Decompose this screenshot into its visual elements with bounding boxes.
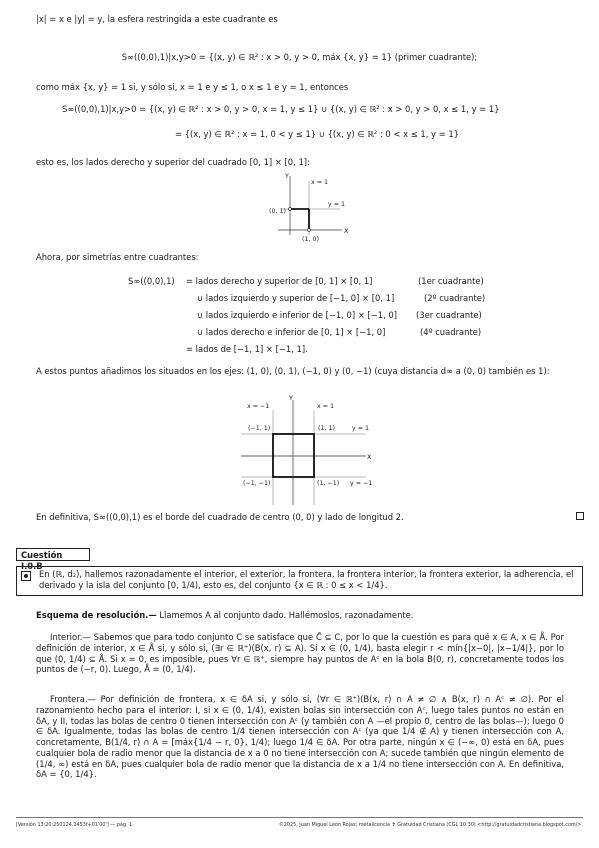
fig1-x-label: X [344, 228, 349, 235]
sym-quadrant-3: (3er cuadrante) [416, 310, 482, 320]
sym-row-5: = lados de [−1, 1] × [−1, 1]. [186, 344, 308, 354]
equation-union-line2: = {(x, y) ∈ ℝ² : x = 1, 0 < y ≤ 1} ∪ {(x, y) ∈ ℝ² : 0 < x ≤ 1, y = 1} [175, 129, 459, 139]
frontier-paragraph [36, 694, 564, 780]
interior-text: Sabemos que para todo conjunto C se satisface que C̊ ⊆ C, por lo que la cuestión es para qué x ∈ A, x ∈ Å. Por definición de interior, x ∈ Å si, y sólo si, (∃r ∈ ℝ⁺)(B(x, r) ⊆ A). Si x ∈ (0, 1/4), basta elegir r < mín{|x−0|, |x−1/4|}, por lo que (0, 1/4) ⊆ Å. Si x = 0, es imposible, pues ∀r ∈ ℝ⁺, siempre hay puntos de Aᶜ en la bola B(0, r), concretamente todos los puntos de (−r, 0). Luego, Å = (0, 1/4). [36, 632, 564, 675]
fig1-y1-label: y = 1 [328, 201, 346, 208]
qed-square [576, 512, 584, 520]
sym-row-2: ∪ lados izquierdo y superior de [−1, 0] × [0, 1] [197, 293, 395, 303]
sym-row-3: ∪ lados izquierdo e inferior de [−1, 0] × [−1, 0] [197, 310, 398, 320]
sym-quadrant-1: (1er cuadrante) [418, 276, 484, 286]
fig1-x1-label: x = 1 [311, 179, 329, 186]
fig2-x-label: X [367, 454, 372, 461]
equation-union-line1: S∞((0,0),1)|x,y>0 = {(x, y) ∈ ℝ² : x > 0, y > 0, x = 1, y ≤ 1} ∪ {(x, y) ∈ ℝ² : x > 0, y > 0, x ≤ 1, y = 1} [62, 104, 500, 114]
fig2-square-border [273, 434, 314, 477]
sym-quadrant-2: (2º cuadrante) [424, 293, 486, 303]
sides-text: esto es, los lados derecho y superior del cuadrado [0, 1] × [0, 1]: [36, 157, 310, 167]
question-box [16, 566, 583, 596]
question-title: Cuestión I.0.B [16, 548, 90, 561]
sym-lhs: S∞((0,0),1) [128, 276, 175, 286]
fig2-p11-label: (1, 1) [318, 425, 335, 432]
schema-paragraph [36, 610, 564, 621]
axes-points-text: A estos puntos añadimos los situados en los ejes: (1, 0), (0, 1), (−1, 0) y (0, −1) (cuya distancia d∞ a (0, 0) también es 1): [36, 366, 550, 376]
sym-quadrant-4: (4º cuadrante) [420, 327, 482, 337]
footer-version: [Versión 13:20:250124.2453f+01'00'] — pág. 1 [16, 822, 133, 828]
footer-license: ©2025, Juan Miguel León Rojas; metalicencia ✝ Gratuidad Cristiana (CGL 10.30) <http://gratuidadcristiana.blogspot.com/>. [278, 822, 583, 828]
bullet-icon [21, 571, 31, 581]
fig2-pm11-label: (−1, 1) [248, 425, 271, 432]
fig1-p10-label: (1, 0) [302, 236, 319, 243]
schema-text: Llamemos A al conjunto dado. Hallémoslos, razonadamente. [156, 610, 414, 620]
intro-text: |x| = x e |y| = y, la esfera restringida a este cuadrante es [36, 14, 278, 24]
interior-label: Interior.— [50, 632, 91, 642]
conclusion-text: En definitiva, S∞((0,0),1) es el borde del cuadrado de centro (0, 0) y lado de longitud 2. [36, 512, 404, 522]
schema-label: Esquema de resolución.— [36, 610, 157, 620]
interior-paragraph [36, 632, 564, 675]
sym-row-4: ∪ lados derecho e inferior de [0, 1] × [−1, 0] [197, 327, 386, 337]
footer-rule [16, 817, 583, 818]
symmetry-text: Ahora, por simetrías entre cuadrantes: [36, 252, 199, 262]
fig2-y-label: Y [289, 395, 293, 402]
page-footer [16, 822, 583, 828]
equation-first-quadrant: S∞((0,0),1)|x,y>0 = {(x, y) ∈ ℝ² : x > 0, y > 0, máx {x, y} = 1} (primer cuadrante); [121, 52, 478, 62]
fig2-p1m1-label: (1, −1) [317, 480, 340, 487]
fig2-pm1m1-label: (−1, −1) [243, 480, 271, 487]
since-text: como máx {x, y} = 1 si, y sólo si, x = 1 e y ≤ 1, o x ≤ 1 e y = 1, entonces [36, 82, 349, 92]
frontier-text: Por definición de frontera, x ∈ δA si, y sólo si, (∀r ∈ ℝ⁺)(B(x, r) ∩ A ≠ ∅ ∧ B(x, r) ∩ Aᶜ ≠ ∅). Por el razonamiento hecho para el interior: I, si x ∈ (0, 1/4), existen bolas sin intersección con Aᶜ, luego tales puntos no están en δA, y II, todas las bolas de centro 0 tienen intersección con Aᶜ (y también con A —el propio 0, centro de las bolas—); luego 0 ∈ δA. Igualmente, todas las bolas de centro 1/4 tienen intersección con Aᶜ (ya que 1/4 ∉ A) y tienen intersección con A, concretamente, B(1/4, r) ∩ A = [máx{1/4 − r, 0}, 1/4); luego 1/4 ∈ δA. Por otra parte, ningún x ∈ (−∞, 0) está en δA, pues cualquier bola de radio menor que la distancia de x a 0 no tiene intersección con A; sucede también que ningún elemento de (1/4, ∞) está en δA, pues cualquier bola de radio menor que la distancia de x a 1/4 no tiene intersección con A. En definitiva, δA = {0, 1/4}. [36, 694, 564, 780]
question-text: En (ℝ, d₂), hallemos razonadamente el interior, el exterior, la frontera, la frontera interior, la frontera exterior, la adherencia, el derivado y la isla del conjunto [0, 1/4), esto es, del conjunto {x ∈ ℝ : 0 ≤ x < 1/4}. [39, 569, 574, 590]
fig1-p01-label: (0, 1) [269, 208, 286, 215]
fig1-y-label: Y [285, 173, 289, 180]
fig2-y1-label: y = 1 [352, 425, 370, 432]
fig2-ym1-label: y = −1 [350, 480, 373, 487]
frontier-label: Frontera.— [50, 694, 96, 704]
fig2-xm1-label: x = −1 [247, 403, 270, 410]
fig2-lines [241, 395, 372, 505]
fig2-x1-label: x = 1 [317, 403, 335, 410]
sym-row-1: = lados derecho y superior de [0, 1] × [0, 1] [186, 276, 373, 286]
